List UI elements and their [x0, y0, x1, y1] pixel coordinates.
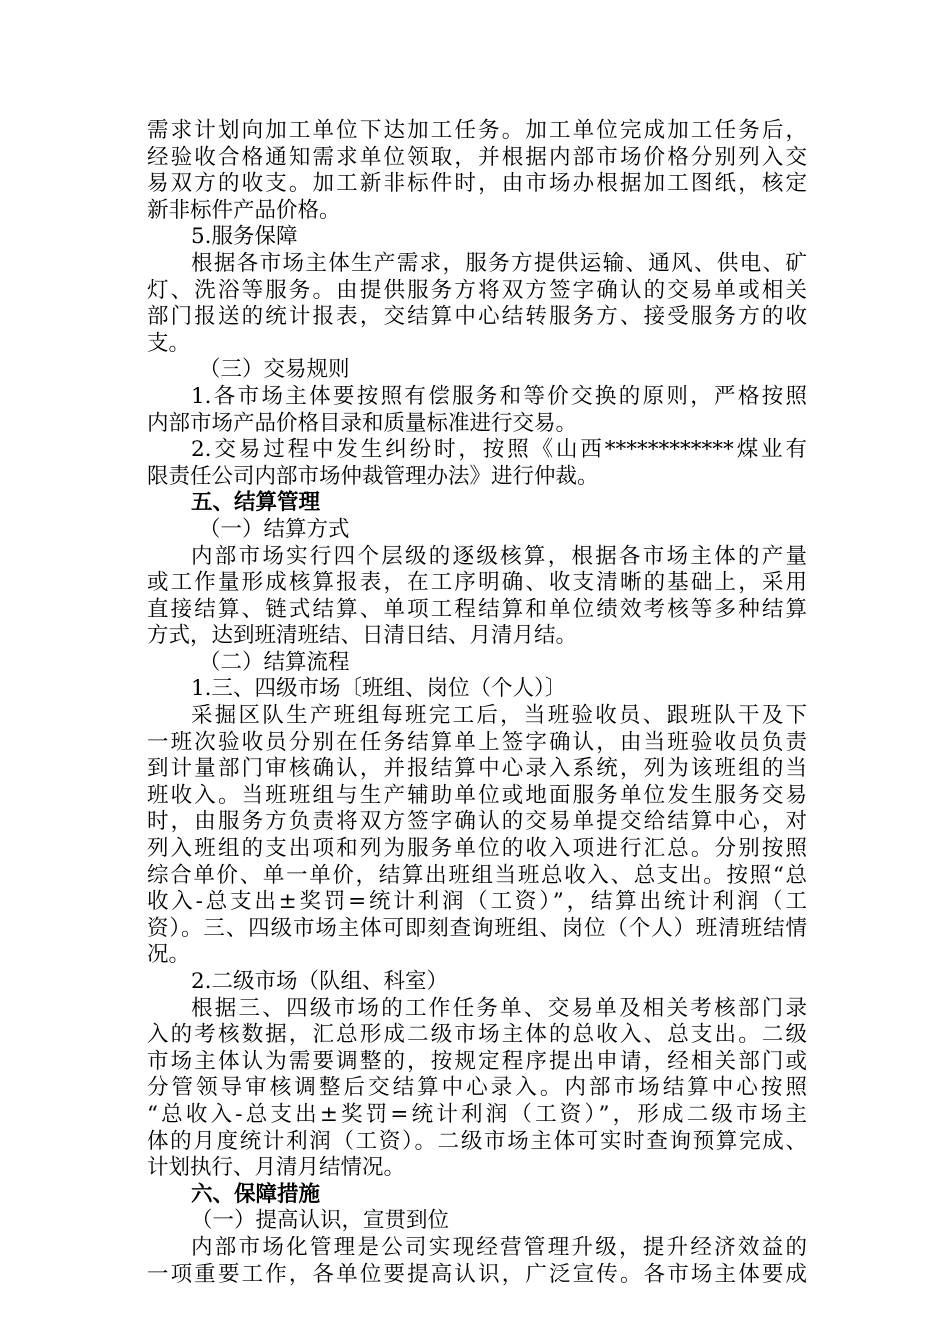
text-line: 需求计划向加工单位下达加工任务。加工单位完成加工任务后， — [147, 118, 807, 143]
text-line: 时，由服务方负责将双方签字确认的交易单提交给结算中心，对 — [147, 809, 807, 835]
text-line: 一项重要工作，各单位要提高认识，广泛宣传。各市场主体要成 — [147, 1261, 807, 1287]
section-heading: 五、结算管理 — [191, 490, 321, 516]
text-line: 1.三、四级市场〔班组、岗位（个人）〕 — [191, 676, 567, 702]
document-body — [147, 118, 807, 1288]
section-heading: 六、保障措施 — [191, 1181, 321, 1207]
text-line: 分管领导审核调整后交结算中心录入。内部市场结算中心按照 — [147, 1075, 807, 1101]
text-line: 1.各市场主体要按照有偿服务和等价交换的原则，严格按照 — [191, 383, 807, 409]
text-line: 新非标件产品价格。 — [147, 197, 341, 223]
text-line: 体的月度统计利润（工资）。二级市场主体可实时查询预算完成、 — [147, 1128, 807, 1154]
text-line: （一）结算方式 — [199, 516, 350, 542]
text-line: 一班次验收员分别在任务结算单上签字确认，由当班验收员负责 — [147, 729, 807, 755]
text-line: 入的考核数据，汇总形成二级市场主体的总收入、总支出。二级 — [147, 1022, 807, 1048]
text-line: （三）交易规则 — [199, 357, 350, 383]
text-line: 资）。三、四级市场主体可即刻查询班组、岗位（个人）班清班结情 — [147, 915, 807, 941]
text-line: 市场主体认为需要调整的，按规定程序提出申请，经相关部门或 — [147, 1048, 807, 1074]
text-line: “总收入-总支出±奖罚=统计利润（工资）”，形成二级市场主 — [147, 1101, 807, 1127]
text-line: 收入-总支出±奖罚=统计利润（工资）”，结算出统计利润（工 — [147, 889, 807, 915]
text-line: 2.交易过程中发生纠纷时，按照《山西************煤业有 — [191, 437, 807, 463]
text-line: 部门报送的统计报表，交结算中心结转服务方、接受服务方的收 — [147, 304, 807, 330]
text-line: 灯、洗浴等服务。由提供服务方将双方签字确认的交易单或相关 — [147, 277, 807, 303]
text-line: 况。 — [147, 942, 191, 968]
document-page — [147, 118, 807, 1288]
text-line: （二）结算流程 — [199, 649, 350, 675]
text-line: 列入班组的支出项和列为服务单位的收入项进行汇总。分别按照 — [147, 836, 807, 862]
text-line: 限责任公司内部市场仲裁管理办法》进行仲裁。 — [147, 463, 599, 489]
text-line: 直接结算、链式结算、单项工程结算和单位绩效考核等多种结算 — [147, 596, 807, 622]
text-line: 内部市场产品价格目录和质量标准进行交易。 — [147, 410, 578, 436]
text-line: 内部市场实行四个层级的逐级核算，根据各市场主体的产量 — [191, 543, 807, 569]
text-line: 经验收合格通知需求单位领取，并根据内部市场价格分别列入交 — [147, 144, 807, 170]
text-line: 综合单价、单一单价，结算出班组当班总收入、总支出。按照“总 — [147, 862, 807, 888]
text-line: 到计量部门审核确认，并报结算中心录入系统，列为该班组的当 — [147, 756, 807, 782]
text-line: 班收入。当班班组与生产辅助单位或地面服务单位发生服务交易 — [147, 782, 807, 808]
text-line: 支。 — [147, 330, 191, 356]
text-line: 采掘区队生产班组每班完工后，当班验收员、跟班队干及下 — [191, 703, 807, 729]
text-line: 内部市场化管理是公司实现经营管理升级，提升经济效益的 — [191, 1234, 807, 1260]
text-line: 2.二级市场（队组、科室） — [191, 969, 449, 994]
text-line: 5.服务保障 — [191, 224, 298, 250]
text-line: 或工作量形成核算报表，在工序明确、收支清晰的基础上，采用 — [147, 570, 807, 596]
text-line: 根据各市场主体生产需求，服务方提供运输、通风、供电、矿 — [191, 250, 807, 276]
text-line: 方式，达到班清班结、日清日结、月清月结。 — [147, 623, 578, 649]
text-line: 计划执行、月清月结情况。 — [147, 1155, 406, 1181]
text-line: 根据三、四级市场的工作任务单、交易单及相关考核部门录 — [191, 995, 807, 1021]
text-line: 易双方的收支。加工新非标件时，由市场办根据加工图纸，核定 — [147, 171, 807, 197]
text-line: （一）提高认识，宣贯到位 — [191, 1208, 450, 1234]
